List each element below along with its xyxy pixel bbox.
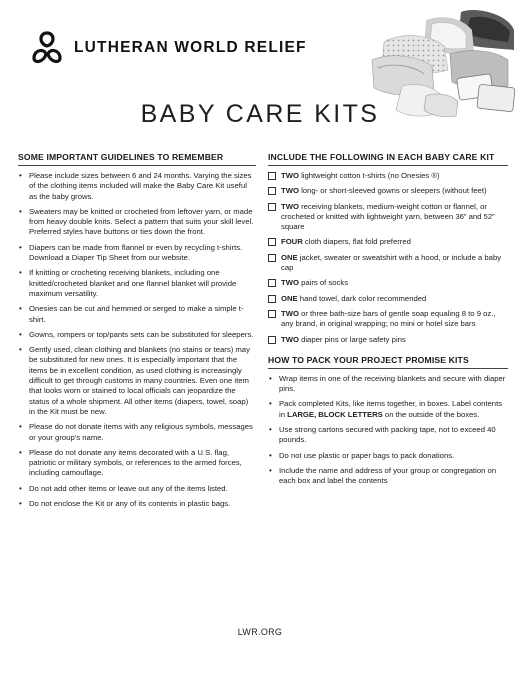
guideline-item: • Please do not donate any items decorated with a U.S. flag, patriotic or military symbols, or references to the armed forces, including camouflage. [18,448,256,479]
guideline-item: • Gently used, clean clothing and blankets (no stains or tears) may be substituted for new ones. It is especially important that the items be in excellent condition, as used clothing is increasingly difficult to get through customs in many countries. Even one item that looks worn or stained to local officials can jeopardize the status of a whole shipment. All other items (diapers, towel, soap) in the Kit must be new. [18,345,256,417]
checklist-text: receiving blankets, medium-weight cotton or flannel, or crocheted or knitted with lightweight yarn, between 36” and 52” square [281,201,495,232]
lwr-logo-icon [30,29,64,67]
guideline-item: • Sweaters may be knitted or crocheted from leftover yarn, or made from heavy double knits. Select a pattern that suits your skill level. Preferred styles have buttons or ties down the front. [18,207,256,238]
checklist-item [268,186,508,196]
guidelines-section [18,152,256,514]
checklist-text: diaper pins or large safety pins [298,334,406,344]
guideline-item: • If knitting or crocheting receiving blankets, including one knitted/crocheted blanket and one flannel blanket will provide maximum versatility. [18,268,256,299]
guideline-item: • Please do not donate items with any religious symbols, messages or your group’s name. [18,422,256,443]
guidelines-list [18,171,256,509]
pack-item: • Pack completed Kits, like items together, in boxes. Label contents in LARGE, BLOCK LETTERS on the outside of the boxes. [268,399,508,420]
checkbox[interactable] [268,279,276,287]
checklist-text: long- or short-sleeved gowns or sleepers (without feet) [298,186,487,196]
guideline-item: • Onesies can be cut and hemmed or serged to make a simple t-shirt. [18,304,256,325]
checklist-item [268,253,508,274]
checkbox[interactable] [268,310,276,318]
pack-item: • Do not use plastic or paper bags to pack donations. [268,451,508,461]
checkbox[interactable] [268,172,276,180]
page-title: BABY CARE KITS [140,100,380,128]
checklist-quantity: TWO [281,201,299,211]
checklist-quantity: FOUR [281,237,303,247]
checklist-item [268,335,508,345]
logo-text: LUTHERAN WORLD RELIEF [74,39,307,56]
guideline-item: • Do not add other items or leave out any of the items listed. [18,484,256,494]
guideline-item: • Gowns, rompers or top/pants sets can be substituted for sleepers. [18,330,256,340]
checklist-item [268,278,508,288]
pack-heading: HOW TO PACK YOUR PROJECT PROMISE KITS [268,355,508,369]
checklist-quantity: TWO [281,186,299,196]
footer-url: LWR.ORG [237,627,283,637]
checklist-text: lightweight cotton t-shirts (no Onesies ®) [298,171,440,180]
checkbox[interactable] [268,187,276,195]
checklist-item [268,202,508,233]
kit-contents-section [268,152,508,492]
checklist-item [268,294,508,304]
checkbox[interactable] [268,238,276,246]
checklist-quantity: TWO [281,334,299,344]
checklist-quantity: TWO [281,308,299,318]
checklist-quantity: ONE [281,252,298,262]
checklist-text: jacket, sweater or sweatshirt with a hood, or include a baby cap [281,252,502,273]
checkbox[interactable] [268,203,276,211]
checklist-text: pairs of socks [298,278,349,288]
pack-item: • Use strong cartons secured with packing tape, not to exceed 40 pounds. [268,425,508,446]
logo [30,28,307,68]
checklist-text: hand towel, dark color recommended [297,293,427,303]
guideline-item: • Diapers can be made from flannel or even by recycling t-shirts. Download a Diaper Tip Sheet from our website. [18,243,256,264]
checkbox[interactable] [268,336,276,344]
checklist-item [268,171,508,181]
pack-item: • Include the name and address of your group or congregation on each box and label the contents [268,466,508,487]
checklist-quantity: TWO [281,171,299,180]
checklist-quantity: ONE [281,293,298,303]
checklist-quantity: TWO [281,278,299,288]
pack-list [268,374,508,487]
guideline-item: • Please include sizes between 6 and 24 months. Varying the sizes of the clothing items included will make the Baby Care Kit useful as the baby grows. [18,171,256,202]
checklist-text: cloth diapers, flat fold preferred [302,237,411,247]
checklist-text: or three bath-size bars of gentle soap equaling 8 to 9 oz., any brand, in original wrapping; no mini or hotel size bars [281,308,496,329]
checklist-item [268,309,508,330]
kit-checklist [268,171,508,345]
checkbox[interactable] [268,295,276,303]
kit-contents-heading: INCLUDE THE FOLLOWING IN EACH BABY CARE KIT [268,152,508,166]
checklist-item [268,237,508,247]
pack-item: • Wrap items in one of the receiving blankets and secure with diaper pins. [268,374,508,395]
guideline-item: • Do not enclose the Kit or any of its contents in plastic bags. [18,499,256,509]
checkbox[interactable] [268,254,276,262]
guidelines-heading: SOME IMPORTANT GUIDELINES TO REMEMBER [18,152,256,166]
